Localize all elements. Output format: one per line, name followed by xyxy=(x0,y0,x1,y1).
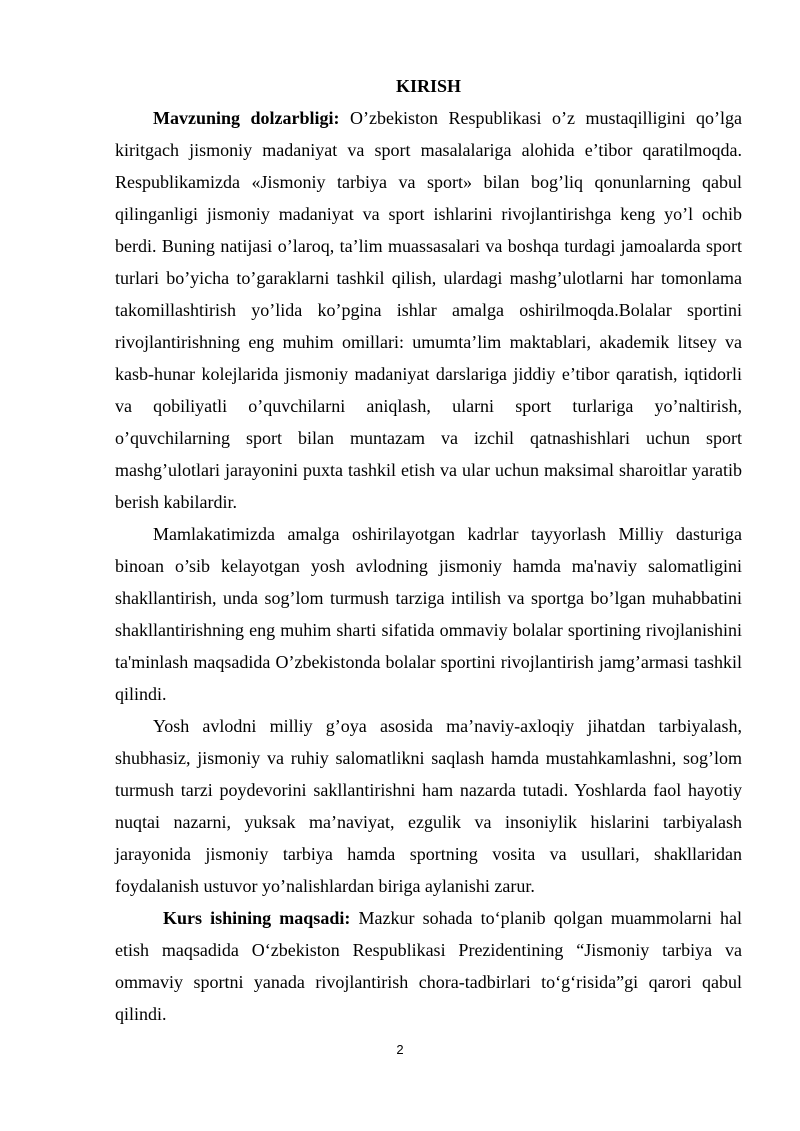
paragraph-lead: Kurs ishining maqsadi: xyxy=(163,908,351,928)
paragraph-text: O’zbekiston Respublikasi o’z mustaqilligini qo’lga kiritgach jismoniy madaniyat va sport masalalariga alohida e’tibor qaratilmoqda. Respublikamizda «Jismoniy tarbiya va sport» bilan bog’liq qonunlarning qabul qilinganligi jismoniy madaniyat va sport ishlarini rivojlantirishga keng yo’l ochib berdi. Buning natijasi o’laroq, ta’lim muassasalari va boshqa turdagi jamoalarda sport turlari bo’yicha to’garaklarni tashkil qilish, ulardagi mashg’ulotlarni har tomonlama takomillashtirish yo’lida ko’pgina ishlar amalga oshirilmoqda.Bolalar sportini rivojlantirishning eng muhim omillari: umumta’lim maktablari, akademik litsey va kasb-hunar kolejlarida jismoniy madaniyat darslariga jiddiy e’tibor qaratish, iqtidorli va qobiliyatli o’quvchilarni aniqlash, ularni sport turlariga yo’naltirish, o’quvchilarning sport bilan muntazam va izchil qatnashishlari uchun sport mashg’ulotlari jarayonini puxta tashkil etish va ular uchun maksimal sharoitlar yaratib berish kabilardir. xyxy=(115,108,742,512)
paragraph-text: Yosh avlodni milliy g’oya asosida ma’naviy-axloqiy jihatdan tarbiyalash, shubhasiz, jismoniy va ruhiy salomatlikni saqlash hamda mustahkamlashni, sog’lom turmush tarzi poydevorini sakllantirishni ham nazarda tutadi. Yoshlarda faol hayotiy nuqtai nazarni, yuksak ma’naviyat, ezgulik va insoniylik hislarini tarbiyalash jarayonida jismoniy tarbiya hamda sportning vosita va usullari, shakllaridan foydalanish ustuvor yo’nalishlardan biriga aylanishi zarur. xyxy=(115,716,742,896)
page-number: 2 xyxy=(396,1042,404,1057)
document-page xyxy=(115,70,742,1030)
paragraph-course-goal xyxy=(115,902,742,1030)
paragraph-text: Mazkur sohada to‘planib qolgan muammolarni hal etish maqsadida O‘zbekiston Respublikasi Prezidentining “Jismoniy tarbiya va ommaviy sportni yanada rivojlantirish chora-tadbirlari to‘g‘risida”gi qarori qabul qilindi. xyxy=(115,908,743,1024)
paragraph-relevance xyxy=(115,102,742,518)
paragraph-text: Mamlakatimizda amalga oshirilayotgan kadrlar tayyorlash Milliy dasturiga binoan o’sib kelayotgan yosh avlodning jismoniy hamda ma'naviy salomatligini shakllantirish, unda sog’lom turmush tarziga intilish va sportga bo’lgan muhabbatini shakllantirishning eng muhim sharti sifatida ommaviy bolalar sportining rivojlanishini ta'minlash maqsadida O’zbekistonda bolalar sportini rivojlantirish jamg’armasi tashkil qilindi. xyxy=(115,524,742,704)
paragraph-youth-education xyxy=(115,710,742,902)
paragraph-national-program xyxy=(115,518,742,710)
section-heading: KIRISH xyxy=(395,76,462,96)
paragraph-lead: Mavzuning dolzarbligi: xyxy=(153,108,340,128)
